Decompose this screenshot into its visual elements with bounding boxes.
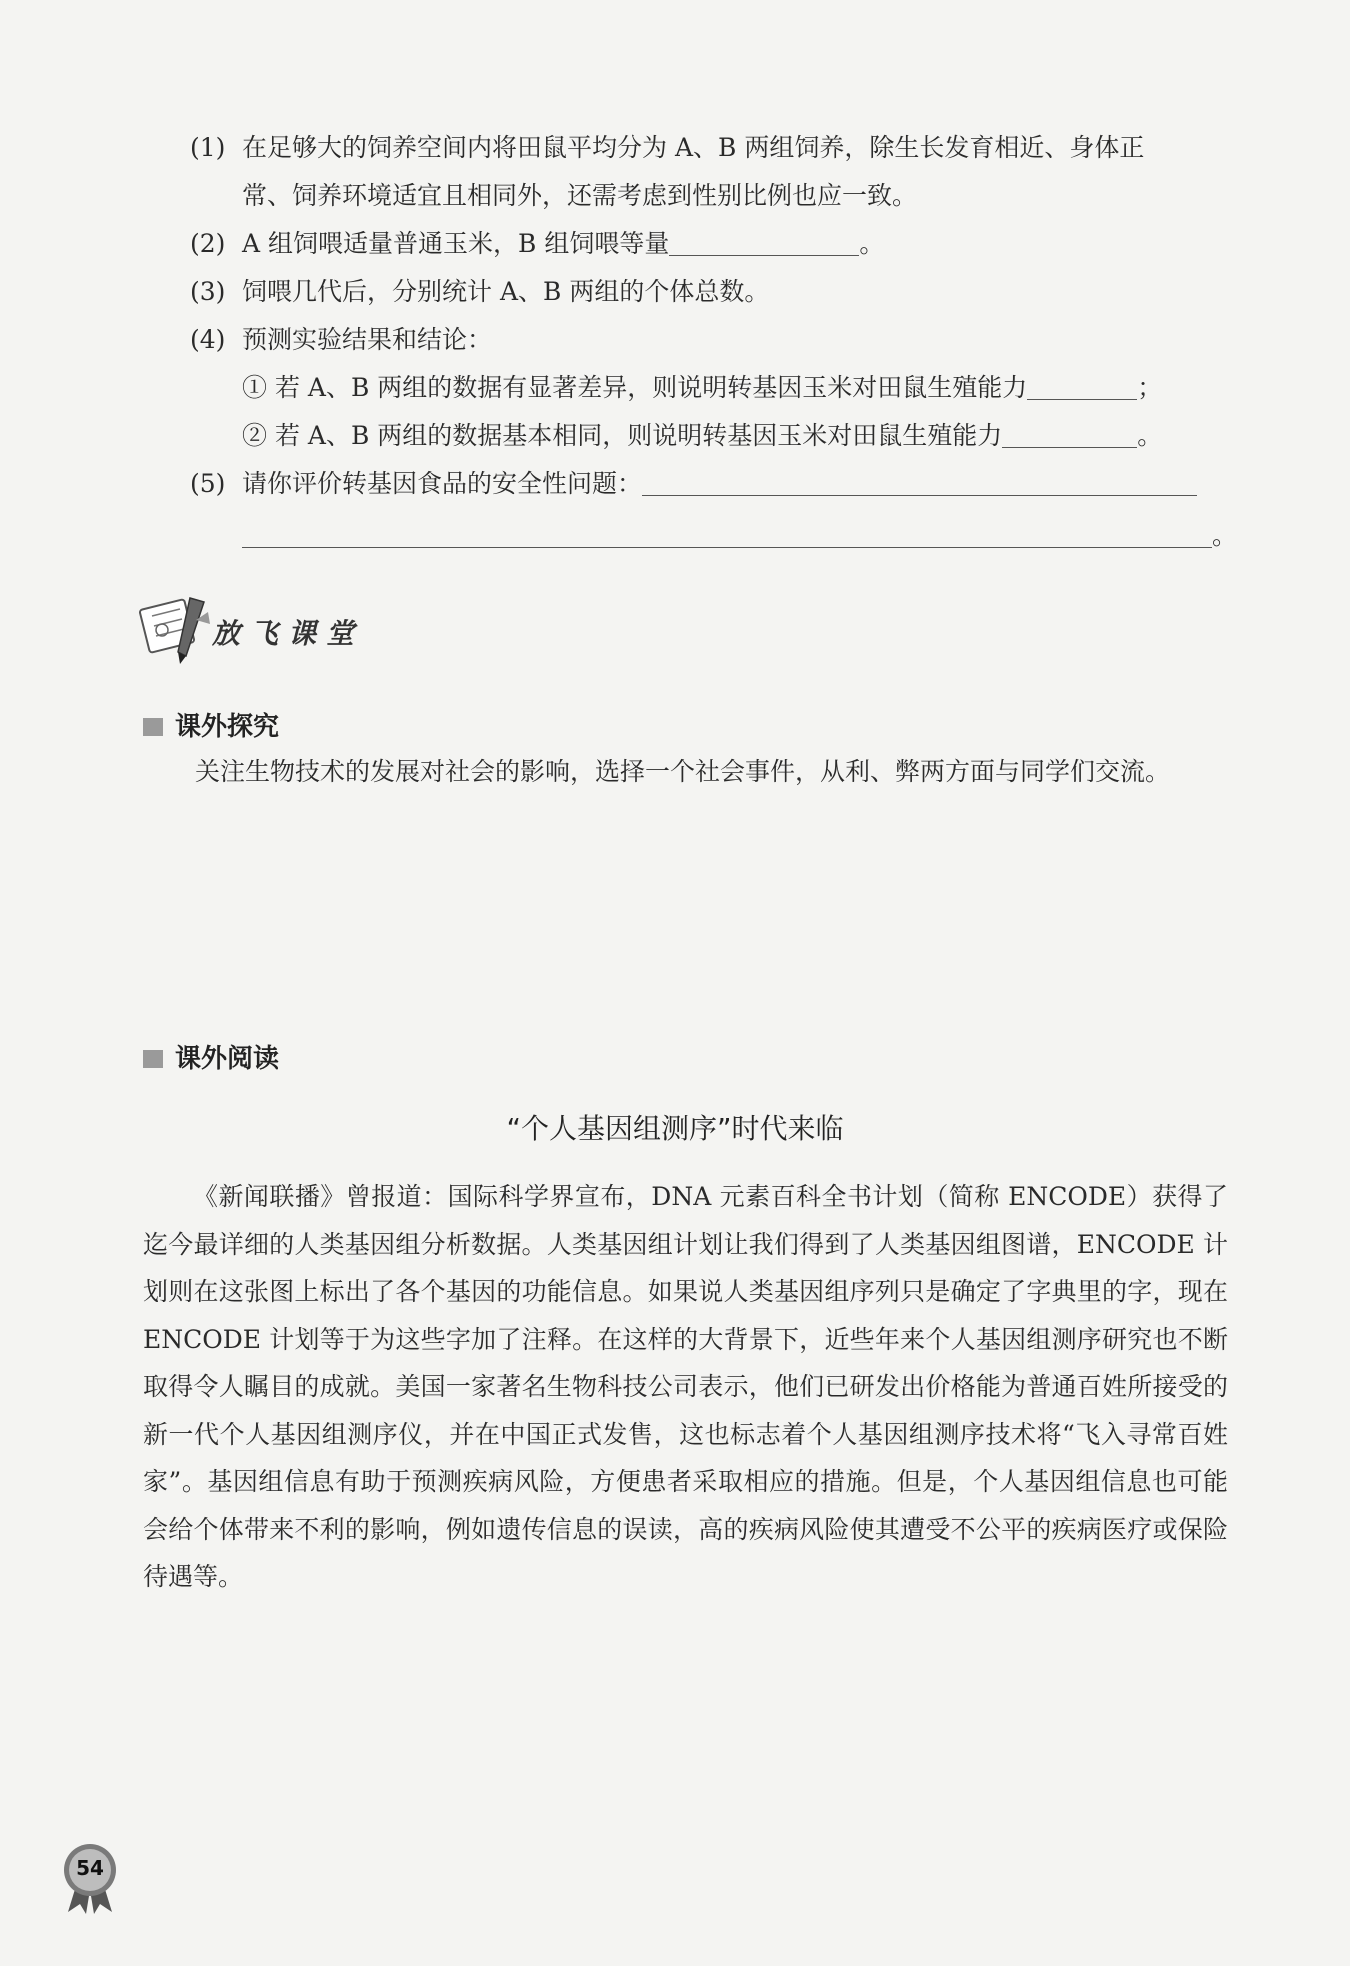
question-number: (5) [190, 469, 226, 498]
question-text: 常、饲养环境适宜且相同外，还需考虑到性别比例也应一致。 [242, 181, 918, 210]
question-number: (1) [190, 133, 226, 162]
question-1-continued [242, 180, 917, 212]
section-logo-text: 放飞课堂 [212, 617, 365, 650]
question-4b [242, 420, 1162, 452]
answer-blank-q4b[interactable] [1002, 421, 1137, 448]
question-number: (3) [190, 277, 226, 306]
question-text: 饲喂几代后，分别统计 A、B 两组的个体总数。 [242, 277, 770, 306]
article-title: “个人基因组测序”时代来临 [506, 1112, 844, 1145]
question-2 [190, 228, 884, 260]
explore-text: 关注生物技术的发展对社会的影响，选择一个社会事件，从利、弊两方面与同学们交流。 [195, 757, 1171, 786]
article-body [143, 1173, 1228, 1601]
question-number: (2) [190, 229, 226, 258]
question-end: 。 [1212, 521, 1238, 550]
question-text: ② 若 A、B 两组的数据基本相同，则说明转基因玉米对田鼠生殖能力 [242, 421, 1003, 450]
square-bullet-icon [143, 718, 163, 736]
square-bullet-icon [143, 1050, 163, 1068]
question-end: ； [1137, 373, 1163, 402]
question-text: 在足够大的饲养空间内将田鼠平均分为 A、B 两组饲养，除生长发育相近、身体正 [242, 133, 1145, 162]
question-1 [190, 132, 1144, 164]
section-heading-reading [143, 1038, 279, 1075]
question-end: 。 [1137, 421, 1163, 450]
section-heading-text: 课外阅读 [175, 1044, 280, 1074]
question-text: 预测实验结果和结论： [242, 325, 493, 354]
article-text: 《新闻联播》曾报道：国际科学界宣布，DNA 元素百科全书计划（简称 ENCODE）获得了迄今最详细的人类基因组分析数据。人类基因组计划让我们得到了人类基因组图谱，ENCODE 计划则在这张图上标出了各个基因的功能信息。如果说人类基因组序列只是确定了字典里的字，现在 ENCODE 计划等于为这些字加了注释。在这样的大背景下，近些年来个人基因组测序研究也不断取得令人瞩目的成就。美国一家著名生物科技公司表示，他们已研发出价格能为普通百姓所接受的新一代个人基因组测序仪，并在中国正式发售，这也标志着个人基因组测序技术将“飞入寻常百姓家”。基因组信息有助于预测疾病风险，方便患者采取相应的措施。但是，个人基因组信息也可能会给个体带来不利的影响，例如遗传信息的误读，高的疾病风险使其遭受不公平的疾病医疗或保险待遇等。 [143, 1182, 1228, 1591]
section-heading-text: 课外探究 [175, 712, 280, 742]
question-5-continued [242, 520, 1237, 552]
question-text: ① 若 A、B 两组的数据有显著差异，则说明转基因玉米对田鼠生殖能力 [242, 373, 1028, 402]
question-4a [242, 372, 1162, 404]
answer-blank-q5-line2[interactable] [242, 521, 1212, 548]
question-3 [190, 276, 769, 308]
section-heading-explore [143, 706, 279, 743]
question-end: 。 [859, 229, 885, 258]
question-4 [190, 324, 492, 356]
question-text: 请你评价转基因食品的安全性问题： [242, 469, 643, 498]
explore-paragraph [195, 748, 1235, 796]
page-number: 54 [76, 1856, 104, 1880]
answer-blank-q2[interactable] [669, 229, 859, 256]
answer-blank-q4a[interactable] [1027, 373, 1137, 400]
question-text: A 组饲喂适量普通玉米，B 组饲喂等量 [242, 229, 670, 258]
answer-blank-q5-line1[interactable] [642, 469, 1197, 496]
question-5 [190, 468, 1197, 500]
question-number: (4) [190, 325, 226, 354]
